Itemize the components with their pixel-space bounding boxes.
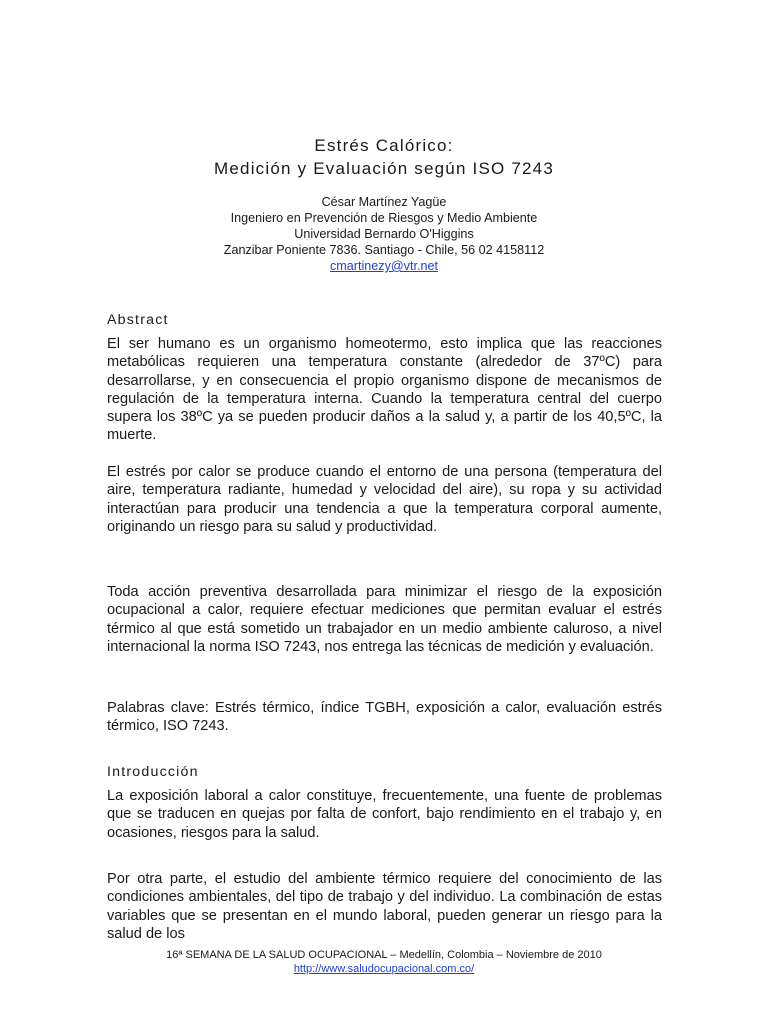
author-institution: Universidad Bernardo O'Higgins xyxy=(294,227,474,241)
author-email-link[interactable]: cmartinezy@vtr.net xyxy=(330,259,438,273)
keywords-paragraph: Palabras clave: Estrés térmico, índice TGBH, exposición a calor, evaluación estrés térmico, ISO 7243. xyxy=(107,700,662,735)
intro-paragraph-1: La exposición laboral a calor constituye, frecuentemente, una fuente de problemas que se traducen en quejas por falta de confort, bajo rendimiento en el trabajo y, en ocasiones, riesgos para la salud. xyxy=(107,788,662,841)
abstract-paragraph-3: Toda acción preventiva desarrollada para minimizar el riesgo de la exposición ocupacional a calor, requiere efectuar mediciones que permitan evaluar el estrés térmico al que está sometido un trabajador en un medio ambiente caluroso, a nivel internacional la norma ISO 7243, nos entrega las técnicas de medición y evaluación. xyxy=(107,584,662,655)
introduction-heading: Introducción xyxy=(107,764,199,780)
abstract-paragraph-2: El estrés por calor se produce cuando el entorno de una persona (temperatura del aire, temperatura radiante, humedad y velocidad del aire), su ropa y su actividad interactúan para producir una tendencia a que la temperatura corporal aumente, originando un riesgo para su salud y productividad. xyxy=(107,464,662,535)
paper-title-line-1: Estrés Calórico: xyxy=(314,136,454,155)
footer-event-line: 16ª SEMANA DE LA SALUD OCUPACIONAL – Medellín, Colombia – Noviembre de 2010 xyxy=(166,949,602,961)
paper-title-line-2: Medición y Evaluación según ISO 7243 xyxy=(214,159,554,178)
author-position: Ingeniero en Prevención de Riesgos y Medio Ambiente xyxy=(230,211,538,225)
author-name: César Martínez Yagüe xyxy=(321,195,447,209)
author-block xyxy=(0,194,768,274)
intro-paragraph-2: Por otra parte, el estudio del ambiente térmico requiere del conocimiento de las condiciones ambientales, del tipo de trabajo y del individuo. La combinación de estas variables que se presentan en el mundo laboral, pueden generar un riesgo para la salud de los xyxy=(107,871,662,942)
page-footer xyxy=(0,948,768,976)
abstract-heading: Abstract xyxy=(107,312,169,328)
abstract-paragraph-1: El ser humano es un organismo homeotermo, esto implica que las reacciones metabólicas requieren una temperatura constante (alrededor de 37ºC) para desarrollarse, y en consecuencia el propio organismo dispone de mecanismos de regulación de la temperatura interna. Cuando la temperatura central del cuerpo supera los 38ºC ya se pueden producir daños a la salud y, a partir de los 40,5ºC, la muerte. xyxy=(107,336,662,444)
footer-url-link[interactable]: http://www.saludocupacional.com.co/ xyxy=(293,963,475,975)
author-address: Zanzibar Poniente 7836. Santiago - Chile, 56 02 4158112 xyxy=(223,243,545,257)
